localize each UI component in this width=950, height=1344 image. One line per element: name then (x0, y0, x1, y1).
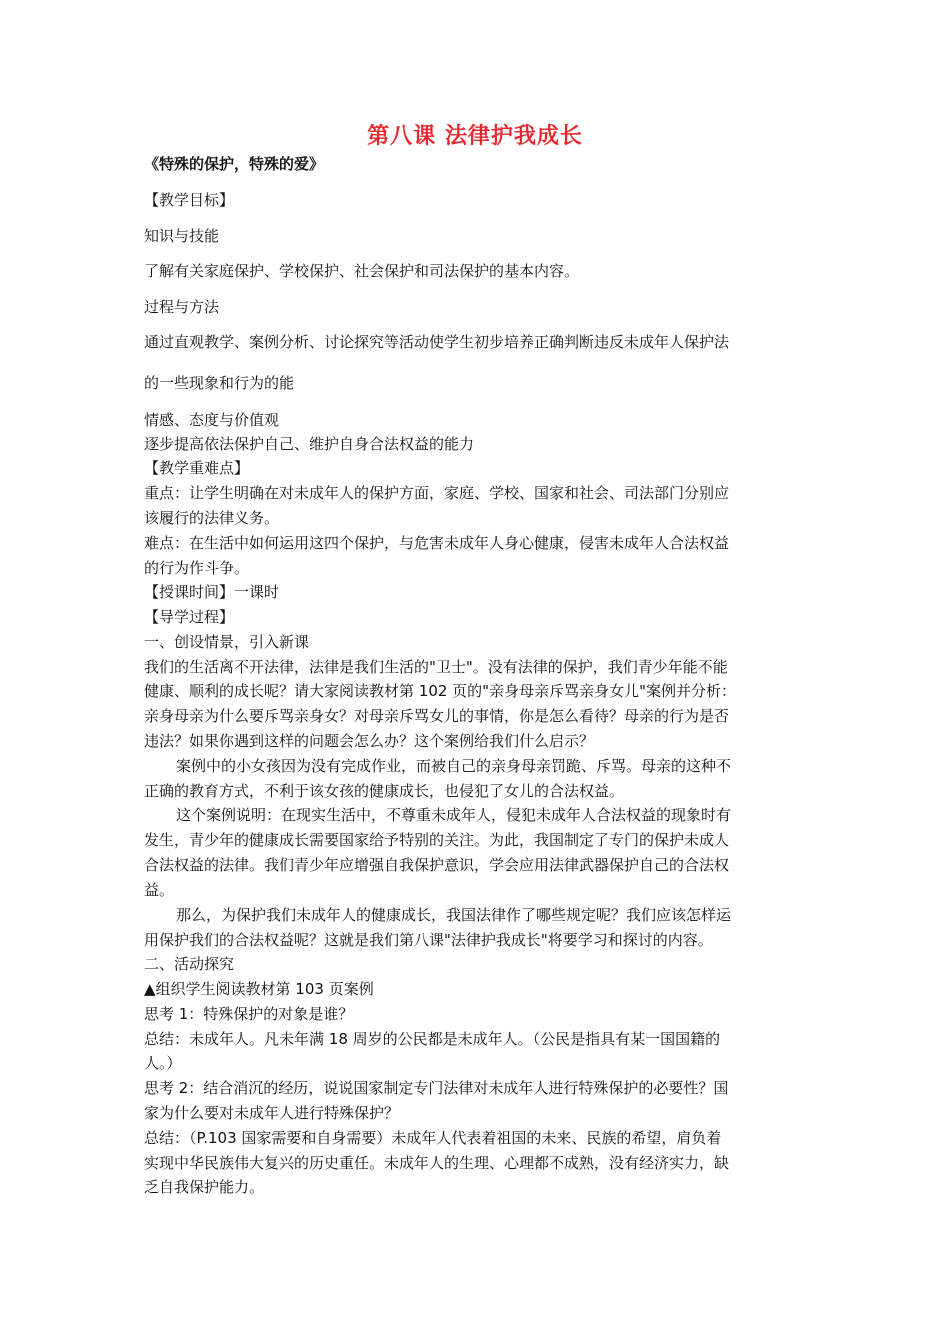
paragraph-line: 的一些现象和行为的能 (144, 374, 295, 392)
subheading: 一、创设情景，引入新课 (144, 633, 310, 651)
paragraph-line: 发生，青少年的健康成长需要国家给予特别的关注。为此，我国制定了专门的保护未成人 (144, 831, 730, 849)
paragraph-line: 通过直观教学、案例分析、讨论探究等活动使学生初步培养正确判断违反未成年人保护法 (144, 333, 730, 351)
subheading: 知识与技能 (144, 227, 220, 245)
paragraph-line: 难点：在生活中如何运用这四个保护，与危害未成年人身心健康，侵害未成年人合法权益 (144, 534, 730, 552)
paragraph-line: ▲组织学生阅读教材第 103 页案例 (144, 980, 374, 998)
paragraph-line: 益。 (144, 881, 175, 899)
paragraph-line: 总结：未成年人。凡未年满 18 周岁的公民都是未成年人。（公民是指具有某一国国籍的 (144, 1030, 721, 1048)
paragraph-line: 这个案例说明：在现实生活中，不尊重未成年人，侵犯未成年人合法权益的现象时有 (176, 806, 732, 824)
paragraph-line: 我们的生活离不开法律，法律是我们生活的"卫士"。没有法律的保护，我们青少年能不能 (144, 658, 728, 676)
paragraph-line: 实现中华民族伟大复兴的历史重任。未成年人的生理、心理都不成熟，没有经济实力，缺 (144, 1154, 730, 1172)
paragraph-line: 健康、顺利的成长呢？请大家阅读教材第 102 页的"亲身母亲斥骂亲身女儿"案例并分析： (144, 682, 736, 700)
section-heading: 【教学重难点】 (144, 459, 250, 477)
paragraph-line: 案例中的小女孩因为没有完成作业，而被自己的亲身母亲罚跪、斥骂。母亲的这种不 (176, 757, 732, 775)
page-title: 第八课 法律护我成长 (367, 124, 583, 149)
paragraph-line: 家为什么要对未成年人进行特殊保护？ (144, 1104, 400, 1122)
subheading: 过程与方法 (144, 298, 220, 316)
paragraph-line: 的行为作斗争。 (144, 559, 250, 577)
paragraph-line: 乏自我保护能力。 (144, 1178, 265, 1196)
paragraph-line: 了解有关家庭保护、学校保护、社会保护和司法保护的基本内容。 (144, 262, 580, 280)
section-heading: 【授课时间】一课时 (144, 583, 280, 601)
page-subtitle: 《特殊的保护，特殊的爱》 (144, 155, 325, 173)
section-heading: 【教学目标】 (144, 191, 235, 209)
paragraph-line: 那么，为保护我们未成年人的健康成长，我国法律作了哪些规定呢？我们应该怎样运 (176, 906, 732, 924)
paragraph-line: 思考 1：特殊保护的对象是谁？ (144, 1005, 354, 1023)
paragraph-line: 该履行的法律义务。 (144, 509, 280, 527)
paragraph-line: 逐步提高依法保护自己、维护自身合法权益的能力 (144, 435, 475, 453)
paragraph-line: 合法权益的法律。我们青少年应增强自我保护意识，学会应用法律武器保护自己的合法权 (144, 856, 730, 874)
paragraph-line: 思考 2：结合消沉的经历，说说国家制定专门法律对未成年人进行特殊保护的必要性？国 (144, 1079, 729, 1097)
subheading: 情感、态度与价值观 (144, 411, 280, 429)
paragraph-line: 正确的教育方式，不利于该女孩的健康成长，也侵犯了女儿的合法权益。 (144, 782, 625, 800)
paragraph-line: 违法？如果你遇到这样的问题会怎么办？这个案例给我们什么启示？ (144, 732, 595, 750)
paragraph-line: 用保护我们的合法权益呢？这就是我们第八课"法律护我成长"将要学习和探讨的内容。 (144, 931, 713, 949)
paragraph-line: 重点：让学生明确在对未成年人的保护方面，家庭、学校、国家和社会、司法部门分别应 (144, 484, 730, 502)
paragraph-line: 亲身母亲为什么要斥骂亲身女？对母亲斥骂女儿的事情，你是怎么看待？母亲的行为是否 (144, 707, 730, 725)
paragraph-line: 人。） (144, 1054, 182, 1072)
paragraph-line: 总结：（P.103 国家需要和自身需要）未成年人代表着祖国的未来、民族的希望，肩负着 (144, 1129, 722, 1147)
subheading: 二、活动探究 (144, 955, 235, 973)
section-heading: 【导学过程】 (144, 608, 235, 626)
